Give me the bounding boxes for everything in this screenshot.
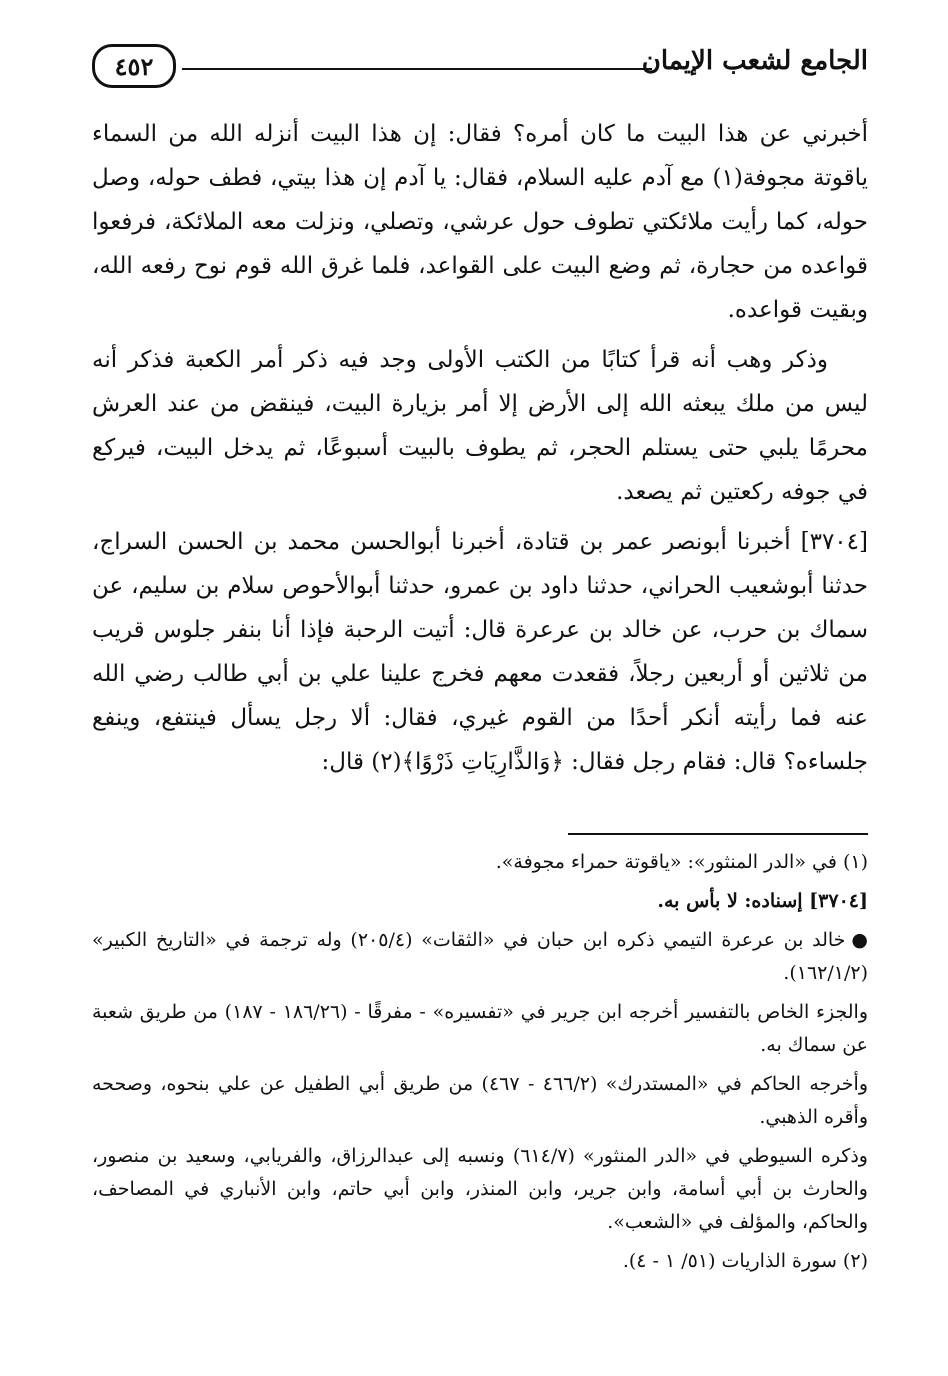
paragraph-2: وذكر وهب أنه قرأ كتابًا من الكتب الأولى وجد فيه ذكر أمر الكعبة فذكر أنه ليس من ملك يبعثه الله إلى الأرض إلا أمر بزيارة البيت، فينقض من عند العرش محرمًا يلبي حتى يستلم الحجر، ثم يطوف بالبيت أسبوعًا، ثم يدخل البيت، فيركع في جوفه ركعتين ثم يصعد.	[92, 347, 868, 505]
paragraph-3: [٣٧٠٤] أخبرنا أبونصر عمر بن قتادة، أخبرنا أبوالحسن محمد بن الحسن السراج، حدثنا أبوشعيب الحراني، حدثنا داود بن عمرو، حدثنا أبوالأحوص سلام بن سليم، عن سماك بن حرب، عن خالد بن عرعرة قال: أتيت الرحبة فإذا أنا بنفر جلوس قريب من ثلاثين أو أربعين رجلاً، فقعدت معهم فخرج علينا علي بن أبي طالب رضي الله عنه فما رأيته أنكر أحدًا من القوم غيري، فقال: ألا رجل يسأل فينتفع، وينفع جلساءه؟ قال: فقام رجل فقال: ﴿وَالذَّارِيَاتِ ذَرْوًا﴾(٢) قال:	[92, 529, 868, 775]
footnotes	[92, 846, 868, 1284]
paragraph-1: أخبرني عن هذا البيت ما كان أمره؟ فقال: إن هذا البيت أنزله الله من السماء ياقوتة مجوفة(١) مع آدم عليه السلام، فقال: يا آدم إن هذا بيتي، فطف حوله، وصل حوله، كما رأيت ملائكتي تطوف حول عرشي، وتصلي، ونزلت معه الملائكة، فرفعوا قواعده من حجارة، ثم وضع البيت على القواعد، فلما غرق الله قوم نوح رفعه الله، وبقيت قواعده.	[92, 121, 868, 323]
footnote-2-item-2: والجزء الخاص بالتفسير أخرجه ابن جرير في «تفسيره» - مفرقًا - (١٨٦/٢٦ - ١٨٧) من طريق شعبة عن سماك به.	[92, 1001, 869, 1056]
book-title: الجامع لشعب الإيمان	[641, 46, 868, 76]
footnote-rule	[568, 833, 868, 835]
bullet-icon: ●	[851, 929, 868, 951]
footnote-2-item-4: وذكره السيوطي في «الدر المنثور» (٦١٤/٧) ونسبه إلى عبدالرزاق، والفريابي، وسعيد بن منصور، والحارث بن أبي أسامة، وابن جرير، وابن المنذر، وابن أبي حاتم، وابن الأنباري في المصاحف، والحاكم، والمؤلف في «الشعب».	[92, 1145, 868, 1233]
footnote-2-heading-text: [٣٧٠٤] إسناده: لا بأس به.	[657, 890, 868, 912]
header-rule	[182, 68, 652, 70]
footnote-1: (١) في «الدر المنثور»: «ياقوتة حمراء مجوفة».	[495, 851, 868, 873]
footnote-2-item-1-text: خالد بن عرعرة التيمي ذكره ابن حبان في «الثقات» (٢٠٥/٤) وله ترجمة في «التاريخ الكبير» (١٦٢/١/٢).	[92, 929, 868, 984]
page-number: ٤٥٢	[114, 51, 154, 81]
main-text	[92, 112, 868, 790]
footnote-2-heading	[92, 885, 868, 918]
page-header	[92, 38, 868, 98]
footnote-2-item-1	[92, 924, 868, 990]
page-number-badge	[92, 44, 176, 88]
footnote-2-item-3: وأخرجه الحاكم في «المستدرك» (٤٦٦/٢ - ٤٦٧) من طريق أبي الطفيل عن علي بنحوه، وصححه وأقره الذهبي.	[92, 1073, 868, 1128]
footnote-3: (٢) سورة الذاريات (٥١/ ١ - ٤).	[622, 1250, 868, 1272]
